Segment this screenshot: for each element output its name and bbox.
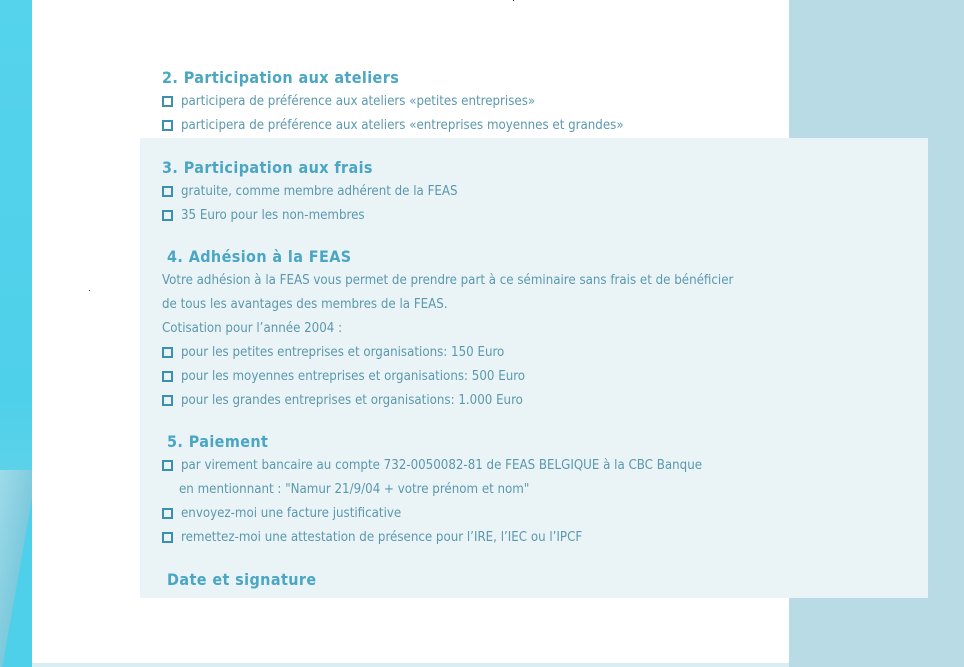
checkbox[interactable] xyxy=(162,371,173,382)
option-label: gratuite, comme membre adhérent de la FEAS xyxy=(181,184,458,199)
left-strip-shade xyxy=(0,470,32,667)
section-5-title: 5. Paiement xyxy=(167,432,269,451)
membership-text-line: de tous les avantages des membres de la FEAS. xyxy=(162,297,448,312)
option-workshop-large[interactable] xyxy=(162,118,624,133)
section-2-title: 2. Participation aux ateliers xyxy=(162,68,400,87)
option-bank-transfer[interactable] xyxy=(162,458,702,473)
section-3-title: 3. Participation aux frais xyxy=(162,158,373,177)
option-label: envoyez-moi une facture justificative xyxy=(181,506,402,521)
option-invoice[interactable] xyxy=(162,506,401,521)
signature-title: Date et signature xyxy=(167,570,317,589)
option-fee-member[interactable] xyxy=(162,184,458,199)
checkbox[interactable] xyxy=(162,508,173,519)
stray-mark xyxy=(513,0,514,1)
option-membership-medium[interactable] xyxy=(162,369,525,384)
option-membership-large[interactable] xyxy=(162,393,523,408)
option-label: pour les grandes entreprises et organisations: 1.000 Euro xyxy=(181,393,523,408)
option-fee-nonmember[interactable] xyxy=(162,208,365,223)
option-membership-small[interactable] xyxy=(162,345,504,360)
option-attendance-certificate[interactable] xyxy=(162,530,582,545)
checkbox[interactable] xyxy=(162,186,173,197)
option-label: pour les moyennes entreprises et organisations: 500 Euro xyxy=(181,369,526,384)
checkbox[interactable] xyxy=(162,210,173,221)
checkbox[interactable] xyxy=(162,347,173,358)
option-label: pour les petites entreprises et organisations: 150 Euro xyxy=(181,345,505,360)
section-4-title: 4. Adhésion à la FEAS xyxy=(167,247,352,266)
checkbox[interactable] xyxy=(162,96,173,107)
option-label: 35 Euro pour les non-membres xyxy=(181,208,365,223)
checkbox[interactable] xyxy=(162,460,173,471)
checkbox[interactable] xyxy=(162,532,173,543)
checkbox[interactable] xyxy=(162,395,173,406)
option-label: par virement bancaire au compte 732-0050082-81 de FEAS BELGIQUE à la CBC Banque xyxy=(181,458,703,473)
checkbox[interactable] xyxy=(162,120,173,131)
stray-mark xyxy=(89,290,90,291)
bottom-border xyxy=(32,663,789,667)
option-workshop-small[interactable] xyxy=(162,94,535,109)
option-label: remettez-moi une attestation de présence pour l’IRE, l’IEC ou l’IPCF xyxy=(181,530,583,545)
membership-text-line: Votre adhésion à la FEAS vous permet de prendre part à ce séminaire sans frais et de bénéficier xyxy=(162,273,734,288)
membership-text-line: Cotisation pour l’année 2004 : xyxy=(162,321,343,336)
form-background-box xyxy=(140,138,928,598)
option-label: participera de préférence aux ateliers «entreprises moyennes et grandes» xyxy=(181,118,624,133)
option-label: participera de préférence aux ateliers «petites entreprises» xyxy=(181,94,536,109)
bank-transfer-note: en mentionnant : "Namur 21/9/04 + votre prénom et nom" xyxy=(179,482,530,497)
